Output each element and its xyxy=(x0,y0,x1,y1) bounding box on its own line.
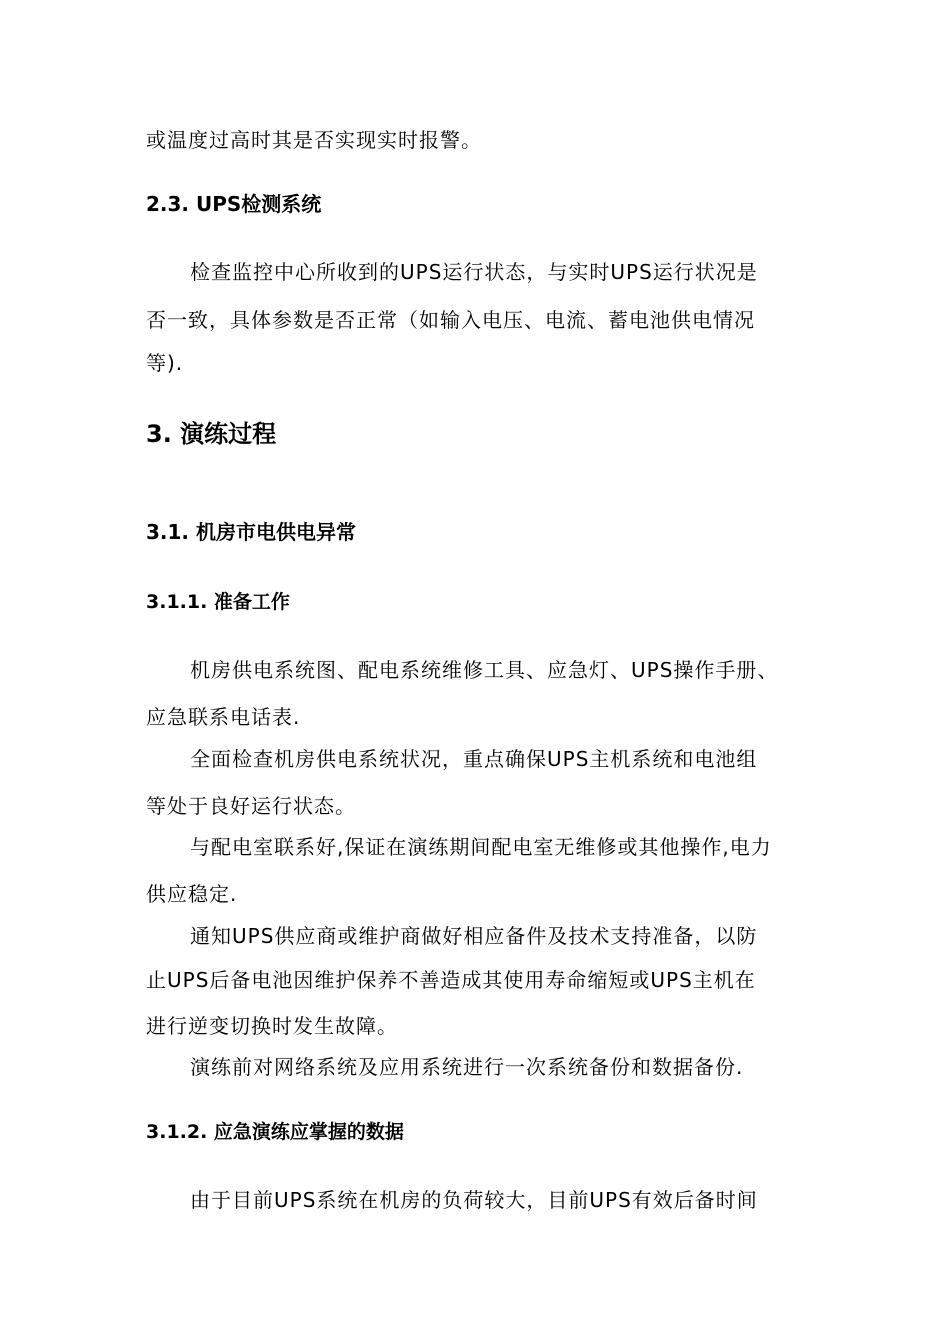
paragraph-line: 由于目前UPS系统在机房的负荷较大，目前UPS有效后备时间 xyxy=(190,1188,758,1212)
section-heading-3-1-2: 3.1.2. 应急演练应掌握的数据 xyxy=(146,1121,404,1143)
paragraph-line: 进行逆变切换时发生故障。 xyxy=(146,1014,398,1038)
section-heading-3-1: 3.1. 机房市电供电异常 xyxy=(146,520,356,544)
paragraph-line: 与配电室联系好,保证在演练期间配电室无维修或其他操作,电力 xyxy=(190,835,772,859)
paragraph-line: 全面检查机房供电系统状况，重点确保UPS主机系统和电池组 xyxy=(190,747,758,771)
paragraph-line: 或温度过高时其是否实现实时报警。 xyxy=(146,128,482,152)
paragraph-line: 等). xyxy=(146,351,184,375)
paragraph-line: 检查监控中心所收到的UPS运行状态，与实时UPS运行状况是 xyxy=(190,260,758,284)
paragraph-line: 通知UPS供应商或维护商做好相应备件及技术支持准备，以防 xyxy=(190,924,758,948)
paragraph-line: 演练前对网络系统及应用系统进行一次系统备份和数据备份. xyxy=(190,1055,744,1079)
section-heading-2-3: 2.3. UPS检测系统 xyxy=(146,192,322,216)
paragraph-line: 应急联系电话表. xyxy=(146,705,301,729)
section-heading-3-1-1: 3.1.1. 准备工作 xyxy=(146,591,290,613)
paragraph-line: 机房供电系统图、配电系统维修工具、应急灯、UPS操作手册、 xyxy=(190,658,779,682)
paragraph-line: 等处于良好运行状态。 xyxy=(146,794,356,818)
paragraph-line: 止UPS后备电池因维护保养不善造成其使用寿命缩短或UPS主机在 xyxy=(146,968,756,992)
section-heading-3: 3. 演练过程 xyxy=(146,420,277,448)
paragraph-line: 否一致，具体参数是否正常（如输入电压、电流、蓄电池供电情况 xyxy=(146,308,755,332)
paragraph-line: 供应稳定. xyxy=(146,882,238,906)
